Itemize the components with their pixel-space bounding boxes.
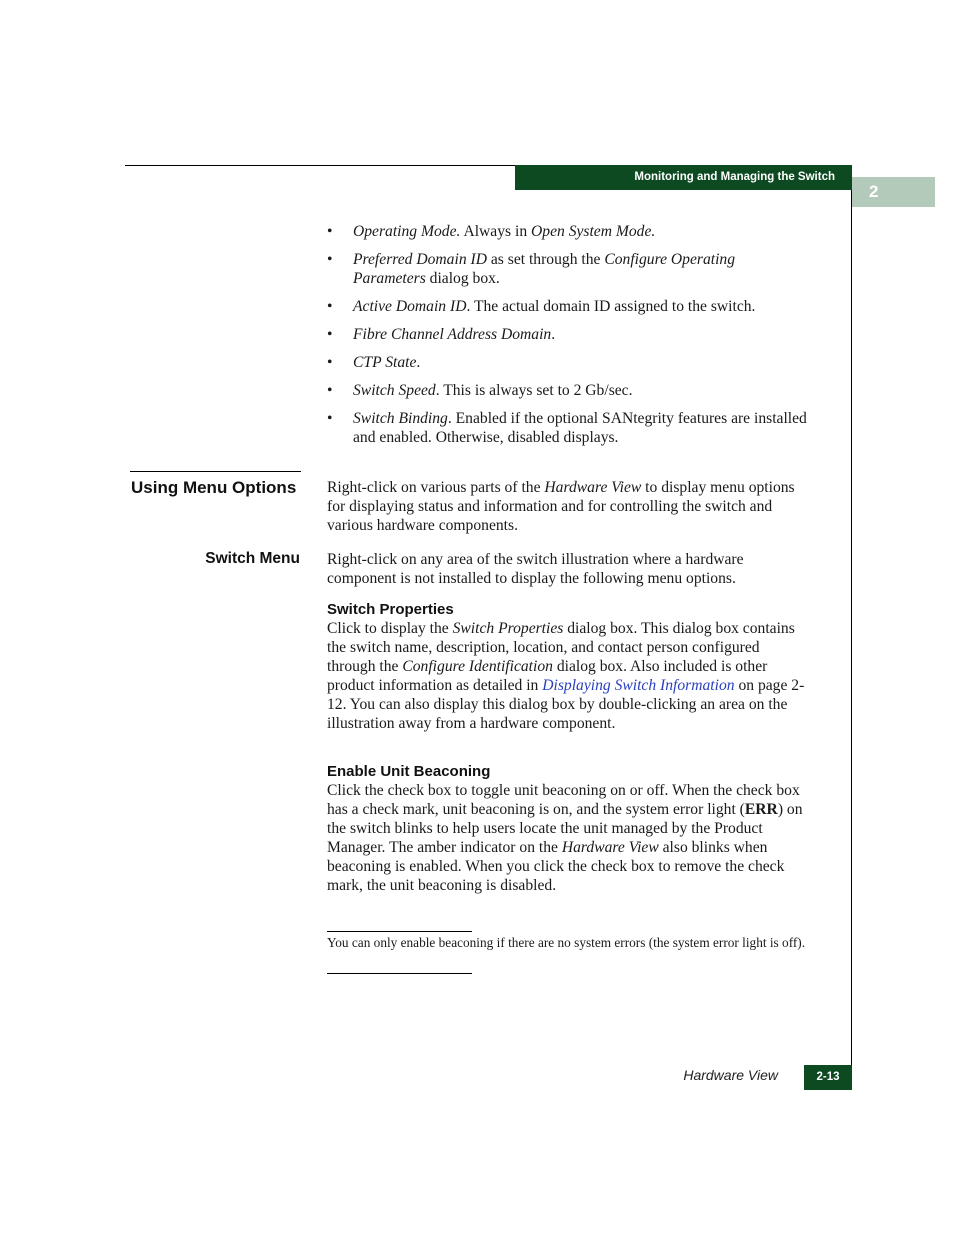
status-field-list <box>327 222 807 456</box>
list-item: • Preferred Domain ID as set through the Configure Operating Parameters dialog box. <box>327 251 736 287</box>
chapter-tab: 2 <box>852 177 935 207</box>
bullet-icon: • <box>327 326 333 343</box>
margin-rule <box>851 190 852 1090</box>
bullet-icon: • <box>327 298 333 315</box>
switch-menu-intro: Right-click on any area of the switch illustration where a hardware component is not installed to display the following menu options. <box>327 551 744 587</box>
section-heading: Using Menu Options <box>131 478 297 497</box>
list-item: • Operating Mode. Always in Open System Mode. <box>327 223 656 240</box>
switch-properties-heading: Switch Properties <box>327 601 454 618</box>
list-item: • Switch Binding. Enabled if the optional SANtegrity features are installed and enabled. Otherwise, disabled displays. <box>327 410 807 446</box>
list-item: • Fibre Channel Address Domain. <box>327 326 556 343</box>
beaconing-block <box>327 762 805 895</box>
bullet-icon: • <box>327 251 333 268</box>
displaying-switch-information-link[interactable]: Displaying Switch Information <box>542 677 735 694</box>
beaconing-heading: Enable Unit Beaconing <box>327 763 491 780</box>
beaconing-text: Click the check box to toggle unit beaconing on or off. When the check box has a check mark, unit beaconing is on, and the system error light (ERR) on the switch blinks to help users locate the unit managed by the Product Manager. The amber indicator on the Hardware View also blinks when beaconing is enabled. When you click the check box to remove the check mark, the unit beaconing is disabled. <box>327 782 803 894</box>
list-item: • Active Domain ID. The actual domain ID assigned to the switch. <box>327 298 756 315</box>
switch-properties-block <box>327 600 805 733</box>
bullet-icon: • <box>327 410 333 427</box>
list-item: • CTP State. <box>327 354 421 371</box>
note-rule-top <box>327 931 472 932</box>
bullet-icon: • <box>327 223 333 240</box>
bullet-icon: • <box>327 354 333 371</box>
top-rule <box>125 165 515 166</box>
switch-properties-text: Click to display the Switch Properties dialog box. This dialog box contains the switch name, description, location, and contact person configured through the Configure Identification dialog box. Also included is other product information as detailed in Displaying Switch Information on page 2-12. You can also display this dialog box by double-clicking an area on the illustration away from a hardware component. <box>327 620 805 732</box>
footer-section-label: Hardware View <box>683 1067 778 1083</box>
subsection-heading: Switch Menu <box>205 550 300 567</box>
section-rule <box>130 471 301 472</box>
section-intro: Right-click on various parts of the Hardware View to display menu options for displaying status and information and for controlling the switch and various hardware components. <box>327 479 795 534</box>
note-rule-bottom <box>327 973 472 974</box>
page-number: 2-13 <box>804 1065 852 1090</box>
list-item: • Switch Speed. This is always set to 2 Gb/sec. <box>327 382 633 399</box>
running-header: Monitoring and Managing the Switch <box>515 165 852 190</box>
bullet-icon: • <box>327 382 333 399</box>
note-text: You can only enable beaconing if there are no system errors (the system error light is off). <box>327 935 806 950</box>
